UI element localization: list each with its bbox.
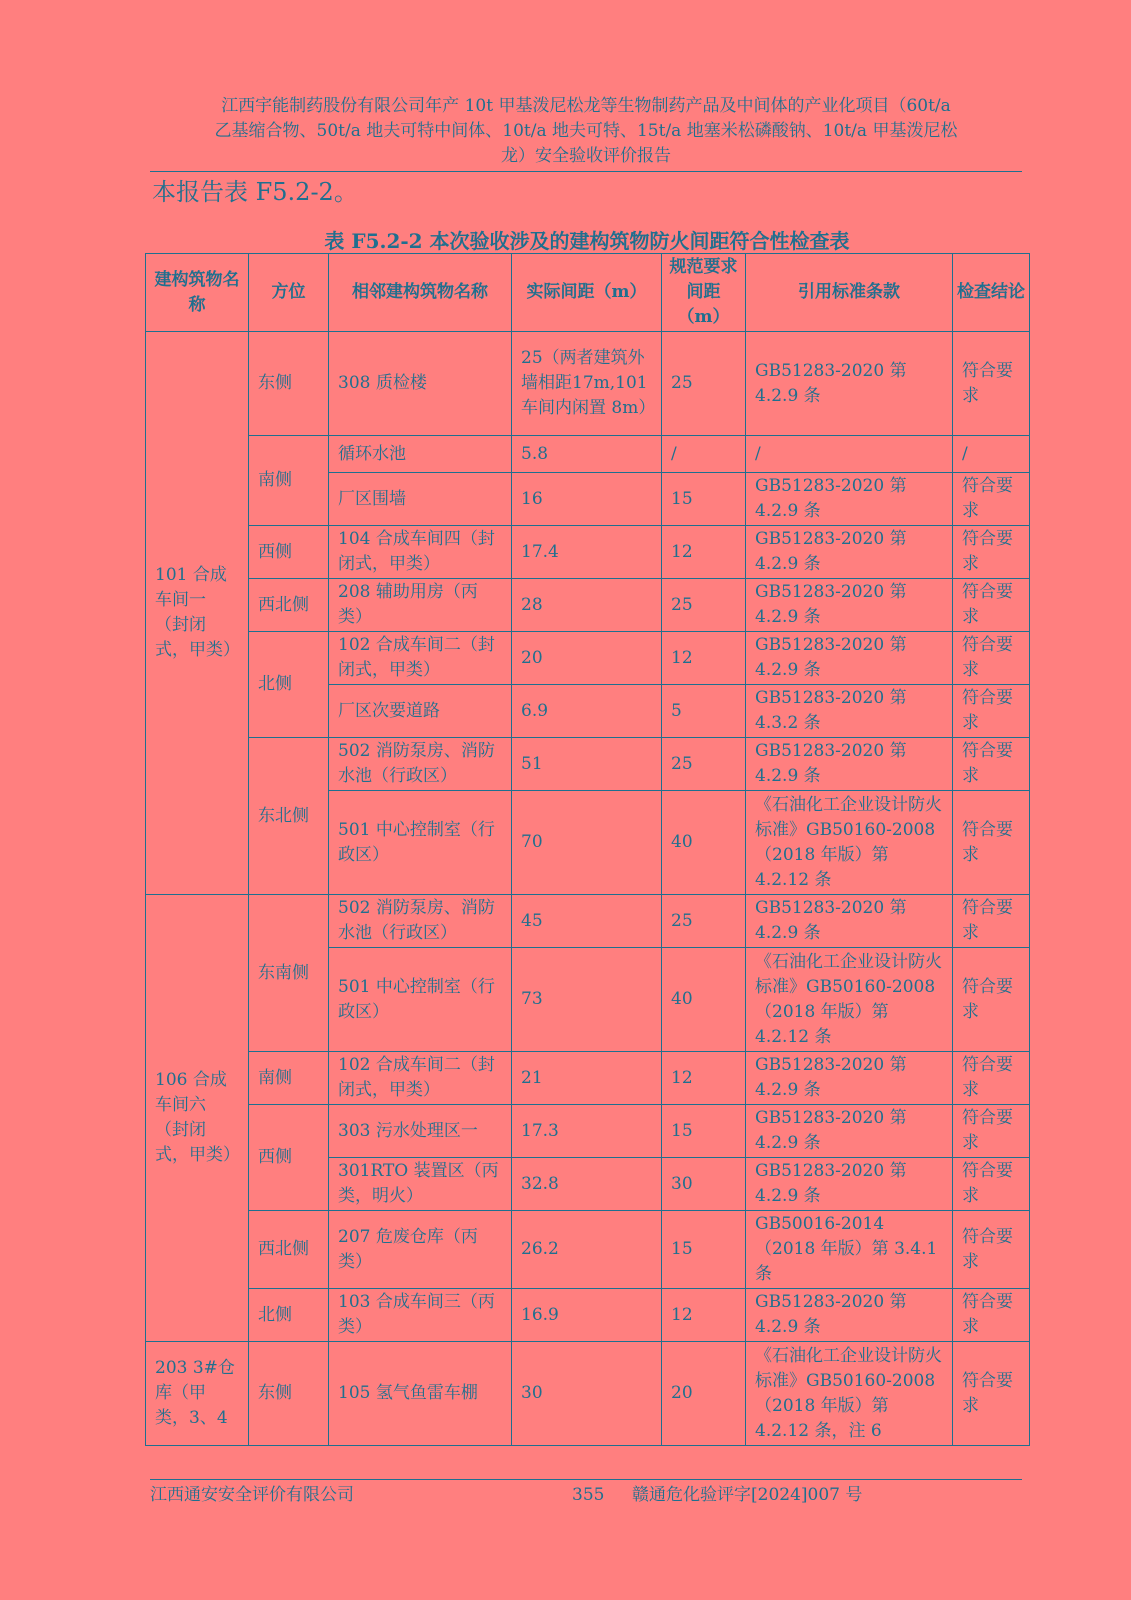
header-line: 龙）安全验收评价报告 (501, 146, 671, 166)
column-header: 方位 (249, 254, 329, 332)
building-cell: 106 合成车间六（封闭式，甲类） (146, 895, 249, 1342)
result-cell: 符合要求 (953, 1342, 1030, 1446)
direction-cell: 西北侧 (249, 1211, 329, 1289)
direction-cell: 北侧 (249, 1289, 329, 1342)
required-distance-cell: 40 (662, 791, 746, 895)
standard-cell: GB51283-2020 第 4.2.9 条 (746, 332, 953, 436)
actual-distance-cell: 26.2 (512, 1211, 662, 1289)
footer-rule (150, 1479, 1022, 1480)
intro-text: 本报告表 F5.2-2。 (152, 178, 358, 206)
required-distance-cell: 12 (662, 1289, 746, 1342)
actual-distance-cell: 73 (512, 948, 662, 1052)
table-row (146, 1105, 1030, 1158)
result-cell: 符合要求 (953, 526, 1030, 579)
required-distance-cell: 25 (662, 895, 746, 948)
standard-cell: GB50016-2014（2018 年版）第 3.4.1 条 (746, 1211, 953, 1289)
footer-company: 江西通安安全评价有限公司 (150, 1485, 354, 1505)
adjacent-cell: 208 辅助用房（丙类） (329, 579, 512, 632)
adjacent-cell: 102 合成车间二（封闭式，甲类） (329, 632, 512, 685)
required-distance-cell: 25 (662, 738, 746, 791)
required-distance-cell: 12 (662, 1052, 746, 1105)
required-distance-cell: 20 (662, 1342, 746, 1446)
direction-cell: 南侧 (249, 436, 329, 526)
table-row (146, 738, 1030, 791)
result-cell: 符合要求 (953, 1289, 1030, 1342)
direction-cell: 西北侧 (249, 579, 329, 632)
required-distance-cell: 15 (662, 1105, 746, 1158)
column-header: 规范要求间距（m） (662, 254, 746, 332)
adjacent-cell: 301RTO 装置区（丙类，明火） (329, 1158, 512, 1211)
standard-cell: GB51283-2020 第 4.2.9 条 (746, 1158, 953, 1211)
result-cell: 符合要求 (953, 895, 1030, 948)
direction-cell: 南侧 (249, 1052, 329, 1105)
standard-cell: GB51283-2020 第 4.2.9 条 (746, 579, 953, 632)
standard-cell: GB51283-2020 第 4.2.9 条 (746, 632, 953, 685)
standard-cell: / (746, 436, 953, 473)
direction-cell: 东南侧 (249, 895, 329, 1052)
result-cell: 符合要求 (953, 948, 1030, 1052)
direction-cell: 东侧 (249, 332, 329, 436)
adjacent-cell: 502 消防泵房、消防水池（行政区） (329, 738, 512, 791)
result-cell: 符合要求 (953, 473, 1030, 526)
table-row (146, 579, 1030, 632)
adjacent-cell: 104 合成车间四（封闭式，甲类） (329, 526, 512, 579)
actual-distance-cell: 32.8 (512, 1158, 662, 1211)
adjacent-cell: 厂区次要道路 (329, 685, 512, 738)
table-row (146, 1211, 1030, 1289)
required-distance-cell: 30 (662, 1158, 746, 1211)
direction-cell: 西侧 (249, 526, 329, 579)
adjacent-cell: 207 危废仓库（丙类） (329, 1211, 512, 1289)
table-row (146, 332, 1030, 436)
standard-cell: GB51283-2020 第 4.2.9 条 (746, 526, 953, 579)
header-rule (150, 171, 1022, 172)
table-row (146, 895, 1030, 948)
result-cell: 符合要求 (953, 738, 1030, 791)
column-header: 实际间距（m） (512, 254, 662, 332)
actual-distance-cell: 21 (512, 1052, 662, 1105)
result-cell: 符合要求 (953, 1105, 1030, 1158)
standard-cell: GB51283-2020 第 4.2.9 条 (746, 473, 953, 526)
required-distance-cell: 12 (662, 632, 746, 685)
result-cell: 符合要求 (953, 332, 1030, 436)
standard-cell: GB51283-2020 第 4.2.9 条 (746, 1052, 953, 1105)
column-header: 检查结论 (953, 254, 1030, 332)
adjacent-cell: 厂区围墙 (329, 473, 512, 526)
standard-cell: GB51283-2020 第 4.2.9 条 (746, 895, 953, 948)
adjacent-cell: 502 消防泵房、消防水池（行政区） (329, 895, 512, 948)
actual-distance-cell: 25（两者建筑外墙相距17m,101 车间内闲置 8m） (512, 332, 662, 436)
required-distance-cell: 5 (662, 685, 746, 738)
column-header: 引用标准条款 (746, 254, 953, 332)
standard-cell: GB51283-2020 第 4.3.2 条 (746, 685, 953, 738)
standard-cell: 《石油化工企业设计防火标准》GB50160-2008（2018 年版）第 4.2.12 条 (746, 791, 953, 895)
actual-distance-cell: 28 (512, 579, 662, 632)
required-distance-cell: 25 (662, 579, 746, 632)
table-row (146, 632, 1030, 685)
result-cell: 符合要求 (953, 1211, 1030, 1289)
adjacent-cell: 501 中心控制室（行政区） (329, 948, 512, 1052)
direction-cell: 东北侧 (249, 738, 329, 895)
result-cell: 符合要求 (953, 579, 1030, 632)
direction-cell: 西侧 (249, 1105, 329, 1211)
standard-cell: 《石油化工企业设计防火标准》GB50160-2008（2018 年版）第 4.2.12 条，注 6 (746, 1342, 953, 1446)
actual-distance-cell: 6.9 (512, 685, 662, 738)
standard-cell: GB51283-2020 第 4.2.9 条 (746, 738, 953, 791)
adjacent-cell: 105 氢气鱼雷车棚 (329, 1342, 512, 1446)
direction-cell: 北侧 (249, 632, 329, 738)
required-distance-cell: 40 (662, 948, 746, 1052)
column-header: 相邻建构筑物名称 (329, 254, 512, 332)
standard-cell: GB51283-2020 第 4.2.9 条 (746, 1289, 953, 1342)
standard-cell: 《石油化工企业设计防火标准》GB50160-2008（2018 年版）第 4.2.12 条 (746, 948, 953, 1052)
table-row (146, 1342, 1030, 1446)
building-cell: 101 合成车间一（封闭式，甲类） (146, 332, 249, 895)
adjacent-cell: 501 中心控制室（行政区） (329, 791, 512, 895)
actual-distance-cell: 17.4 (512, 526, 662, 579)
adjacent-cell: 102 合成车间二（封闭式，甲类） (329, 1052, 512, 1105)
adjacent-cell: 循环水池 (329, 436, 512, 473)
actual-distance-cell: 30 (512, 1342, 662, 1446)
document-number: 赣通危化验评字[2024]007 号 (632, 1485, 863, 1505)
required-distance-cell: / (662, 436, 746, 473)
report-header (150, 94, 1022, 169)
fire-distance-table (145, 253, 1030, 1446)
column-header: 建构筑物名称 (146, 254, 249, 332)
actual-distance-cell: 16 (512, 473, 662, 526)
table-row (146, 1289, 1030, 1342)
required-distance-cell: 25 (662, 332, 746, 436)
actual-distance-cell: 20 (512, 632, 662, 685)
adjacent-cell: 303 污水处理区一 (329, 1105, 512, 1158)
result-cell: 符合要求 (953, 685, 1030, 738)
actual-distance-cell: 16.9 (512, 1289, 662, 1342)
actual-distance-cell: 5.8 (512, 436, 662, 473)
result-cell: 符合要求 (953, 791, 1030, 895)
actual-distance-cell: 51 (512, 738, 662, 791)
header-line: 江西宇能制药股份有限公司年产 10t 甲基泼尼松龙等生物制药产品及中间体的产业化项目（60t/a (221, 96, 951, 116)
table-row (146, 526, 1030, 579)
required-distance-cell: 15 (662, 1211, 746, 1289)
required-distance-cell: 15 (662, 473, 746, 526)
table-row (146, 1052, 1030, 1105)
table-row (146, 436, 1030, 473)
result-cell: / (953, 436, 1030, 473)
page-number: 355 (572, 1485, 605, 1505)
actual-distance-cell: 17.3 (512, 1105, 662, 1158)
adjacent-cell: 308 质检楼 (329, 332, 512, 436)
result-cell: 符合要求 (953, 632, 1030, 685)
result-cell: 符合要求 (953, 1158, 1030, 1211)
adjacent-cell: 103 合成车间三（丙类） (329, 1289, 512, 1342)
direction-cell: 东侧 (249, 1342, 329, 1446)
result-cell: 符合要求 (953, 1052, 1030, 1105)
building-cell: 203 3#仓库（甲类，3、4 (146, 1342, 249, 1446)
header-line: 乙基缩合物、50t/a 地夫可特中间体、10t/a 地夫可特、15t/a 地塞米松磷酸钠、10t/a 甲基泼尼松 (214, 121, 958, 141)
table-caption: 表 F5.2-2 本次验收涉及的建构筑物防火间距符合性检查表 (324, 229, 850, 253)
actual-distance-cell: 45 (512, 895, 662, 948)
actual-distance-cell: 70 (512, 791, 662, 895)
table-header-row (146, 254, 1030, 332)
standard-cell: GB51283-2020 第 4.2.9 条 (746, 1105, 953, 1158)
required-distance-cell: 12 (662, 526, 746, 579)
